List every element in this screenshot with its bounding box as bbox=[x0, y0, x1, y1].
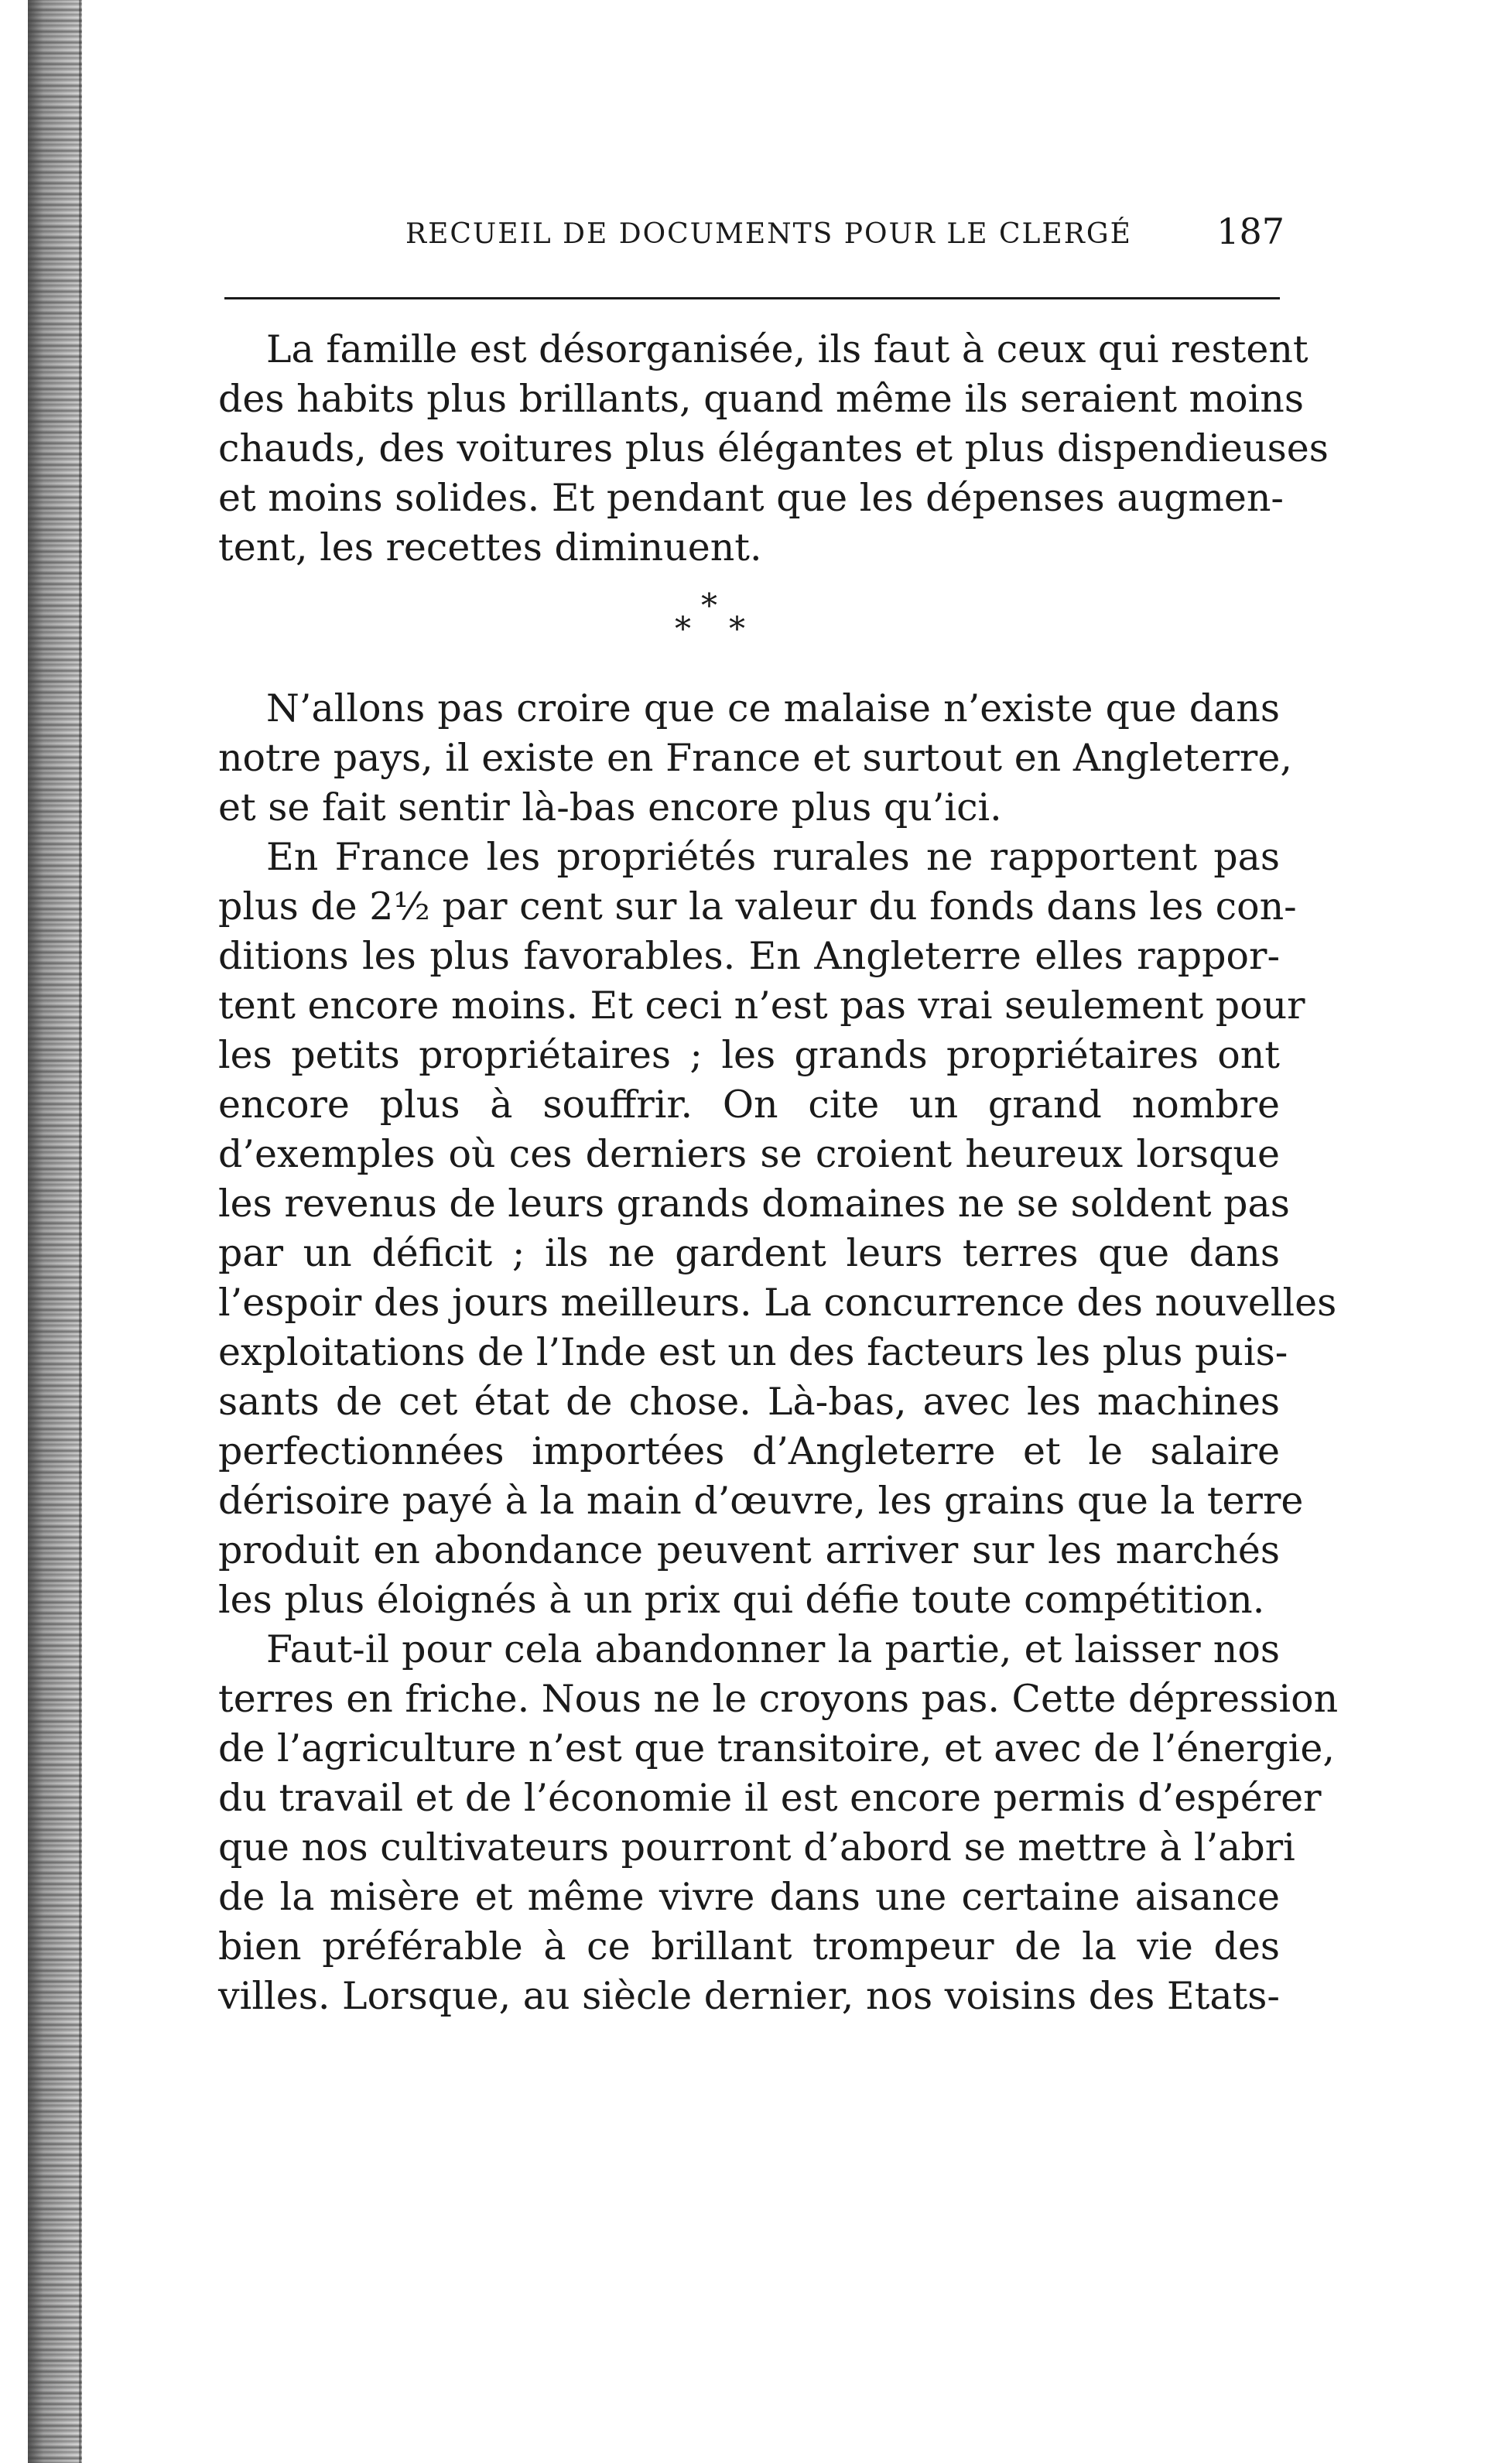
text-line: encore plus à souffrir. On cite un grand nombre bbox=[218, 1083, 1280, 1127]
page-number: 187 bbox=[1216, 210, 1285, 252]
text-line: du travail et de l’économie il est encore permis d’espérer bbox=[218, 1776, 1322, 1820]
text-line: de la misère et même vivre dans une certaine aisance bbox=[218, 1875, 1280, 1919]
asterism bbox=[218, 573, 1280, 684]
text-line: et se fait sentir là-bas encore plus qu’ici. bbox=[218, 785, 1002, 830]
text-line: tent, les recettes diminuent. bbox=[218, 525, 762, 570]
binding-edge bbox=[28, 0, 82, 2463]
text-line: tent encore moins. Et ceci n’est pas vrai seulement pour bbox=[218, 983, 1305, 1028]
text-line: d’exemples où ces derniers se croient heureux lorsque bbox=[218, 1132, 1280, 1176]
header-rule bbox=[224, 297, 1280, 299]
text-line: des habits plus brillants, quand même ils seraient moins bbox=[218, 377, 1305, 421]
text-line: produit en abondance peuvent arriver sur les marchés bbox=[218, 1528, 1280, 1572]
text-line: La famille est désorganisée, ils faut à ceux qui restent bbox=[266, 327, 1308, 371]
text-line: perfectionnées importées d’Angleterre et le salaire bbox=[218, 1429, 1280, 1473]
text-line: les plus éloignés à un prix qui défie toute compétition. bbox=[218, 1578, 1265, 1622]
binding-edge-line bbox=[79, 0, 81, 2463]
asterism-star: * bbox=[729, 610, 745, 648]
text-line: En France les propriétés rurales ne rapportent pas bbox=[266, 835, 1280, 879]
text-line: exploitations de l’Inde est un des facteurs les plus puis- bbox=[218, 1330, 1288, 1374]
text-line: bien préférable à ce brillant trompeur de la vie des bbox=[218, 1924, 1280, 1969]
running-head bbox=[217, 203, 1285, 257]
asterism-star: * bbox=[675, 610, 691, 648]
text-line: dérisoire payé à la main d’œuvre, les grains que la terre bbox=[218, 1479, 1304, 1523]
text-line: de l’agriculture n’est que transitoire, et avec de l’énergie, bbox=[218, 1726, 1335, 1770]
text-line: ditions les plus favorables. En Angleterre elles rappor- bbox=[218, 934, 1280, 978]
asterism-star: * bbox=[701, 587, 717, 624]
text-line: les revenus de leurs grands domaines ne se soldent pas bbox=[218, 1182, 1290, 1226]
text-line: N’allons pas croire que ce malaise n’existe que dans bbox=[266, 686, 1280, 730]
text-line: par un déficit ; ils ne gardent leurs terres que dans bbox=[218, 1231, 1280, 1275]
running-title: RECUEIL DE DOCUMENTS POUR LE CLERGÉ bbox=[405, 218, 1132, 250]
text-line: et moins solides. Et pendant que les dépenses augmen- bbox=[218, 476, 1284, 520]
text-line: les petits propriétaires ; les grands propriétaires ont bbox=[218, 1033, 1280, 1077]
text-line: que nos cultivateurs pourront d’abord se mettre à l’abri bbox=[218, 1825, 1295, 1869]
text-line: notre pays, il existe en France et surtout en Angleterre, bbox=[218, 736, 1292, 780]
text-line: sants de cet état de chose. Là-bas, avec les machines bbox=[218, 1380, 1280, 1424]
text-line: plus de 2½ par cent sur la valeur du fonds dans les con- bbox=[218, 884, 1297, 929]
text-line: villes. Lorsque, au siècle dernier, nos voisins des Etats- bbox=[218, 1974, 1280, 2018]
page-text bbox=[218, 325, 1339, 2021]
text-line: chauds, des voitures plus élégantes et plus dispendieuses bbox=[218, 426, 1329, 470]
text-line: Faut-il pour cela abandonner la partie, et laisser nos bbox=[266, 1627, 1280, 1671]
text-line: l’espoir des jours meilleurs. La concurrence des nouvelles bbox=[218, 1281, 1337, 1325]
text-line: terres en friche. Nous ne le croyons pas. Cette dépression bbox=[218, 1677, 1339, 1721]
